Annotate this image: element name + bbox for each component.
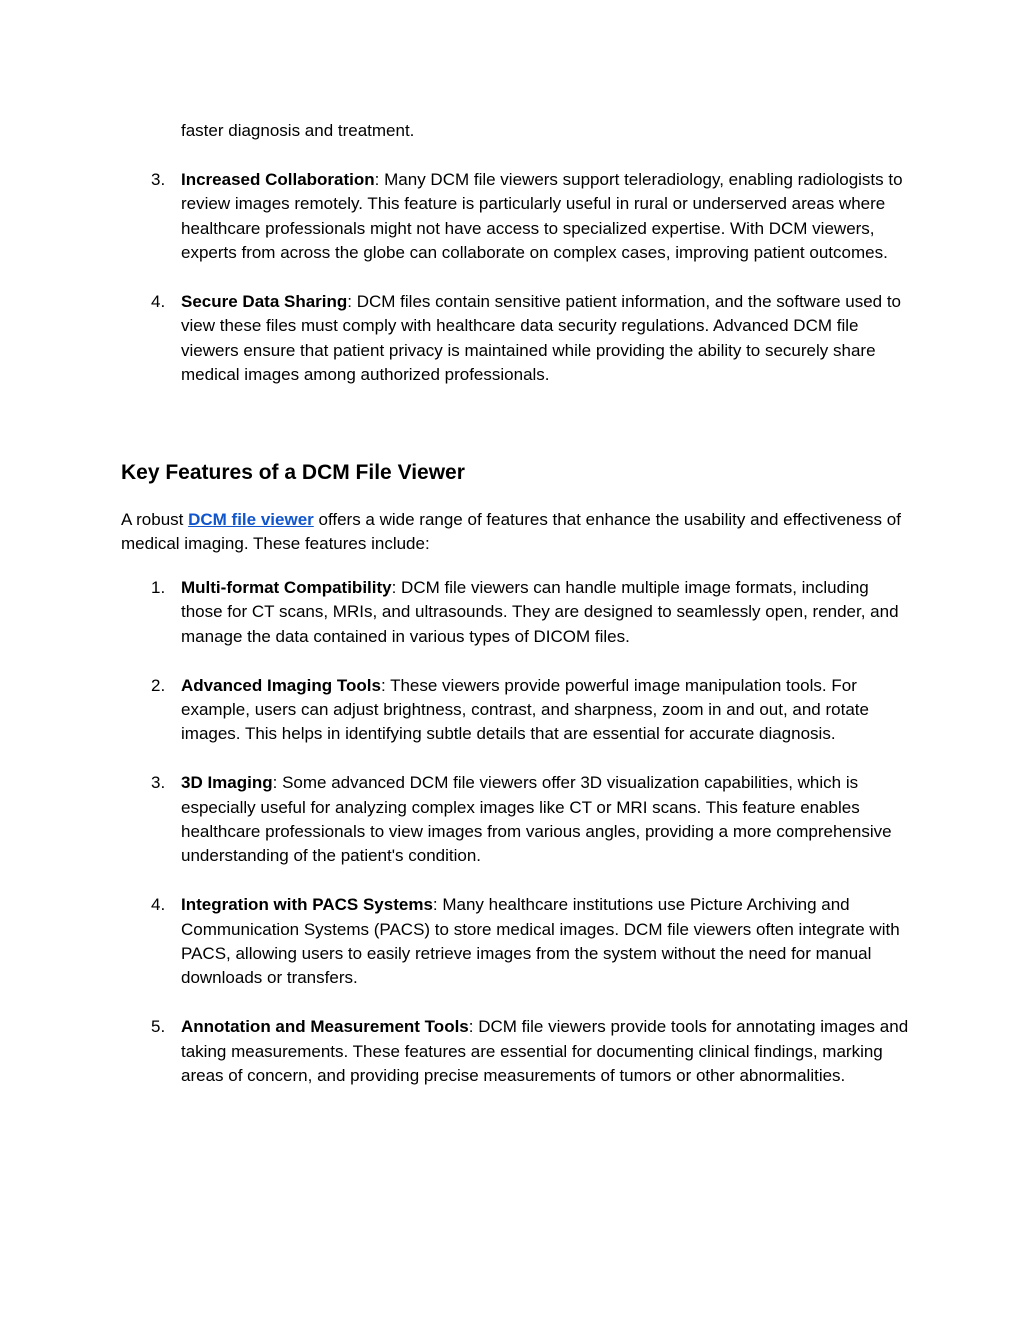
list-item bbox=[121, 771, 911, 869]
item-description: : DCM files contain sensitive patient information, and the software used to view these files must comply with healthcare data security regulations. Advanced DCM file viewers ensure that patient privacy is maintained while providing the ability to securely share medical images among authorized professionals. bbox=[181, 292, 902, 385]
list-number: 5. bbox=[151, 1017, 166, 1037]
item-description: : Many DCM file viewers support teleradiology, enabling radiologists to review images remotely. This feature is particularly useful in rural or underserved areas where healthcare professionals might not have access to specialized expertise. With DCM viewers, experts from across the globe can collaborate on complex cases, improving patient outcomes. bbox=[181, 170, 903, 263]
list-item bbox=[121, 290, 911, 388]
item-description: : Many healthcare institutions use Picture Archiving and Communication Systems (PACS) to store medical images. DCM file viewers often integrate with PACS, allowing users to easily retrieve images from the system without the need for manual downloads or transfers. bbox=[181, 895, 900, 988]
list-item bbox=[121, 168, 911, 266]
list-number: 3. bbox=[151, 773, 166, 793]
item-description: : DCM file viewers can handle multiple image formats, including those for CT scans, MRIs, and ultrasounds. They are designed to seamlessly open, render, and manage the data contained in various types of DICOM files. bbox=[181, 578, 899, 646]
dcm-file-viewer-link[interactable]: DCM file viewer bbox=[188, 510, 314, 529]
item-title: Advanced Imaging Tools bbox=[181, 675, 381, 695]
list-number: 2. bbox=[151, 675, 166, 695]
list-number: 1. bbox=[151, 578, 166, 597]
intro-text-after: offers a wide range of features that enhance the usability and effectiveness of medical imaging. These features include: bbox=[121, 510, 901, 554]
list-item bbox=[121, 1015, 911, 1088]
list-number: 4. bbox=[151, 895, 166, 915]
item-title: Secure Data Sharing bbox=[181, 292, 348, 312]
item-description: : These viewers provide powerful image manipulation tools. For example, users can adjust brightness, contrast, and sharpness, zoom in and out, and rotate images. This helps in identifying subtle details that are essential for accurate diagnosis. bbox=[181, 675, 869, 744]
list-item bbox=[121, 674, 911, 747]
item-description: : Some advanced DCM file viewers offer 3D visualization capabilities, which is especially useful for analyzing complex images like CT or MRI scans. This feature enables healthcare professionals to view images from various angles, providing a more comprehensive understanding of the patient's condition. bbox=[181, 773, 892, 866]
features-intro-paragraph bbox=[121, 508, 911, 557]
item-title: Multi-format Compatibility bbox=[181, 578, 392, 597]
list-item bbox=[121, 893, 911, 991]
continued-paragraph: faster diagnosis and treatment. bbox=[181, 121, 415, 140]
item-title: Integration with PACS Systems bbox=[181, 895, 433, 915]
benefits-list bbox=[121, 168, 911, 388]
list-number: 4. bbox=[151, 292, 166, 312]
item-title: Increased Collaboration bbox=[181, 170, 375, 189]
list-item bbox=[121, 576, 911, 649]
section-heading: Key Features of a DCM File Viewer bbox=[121, 461, 465, 484]
item-description: : DCM file viewers provide tools for annotating images and taking measurements. These features are essential for documenting clinical findings, marking areas of concern, and providing precise measurements of tumors or other abnormalities. bbox=[181, 1017, 909, 1086]
item-title: 3D Imaging bbox=[181, 773, 273, 793]
intro-text-before: A robust bbox=[121, 510, 189, 529]
list-number: 3. bbox=[151, 170, 166, 189]
item-title: Annotation and Measurement Tools bbox=[181, 1017, 469, 1037]
features-list bbox=[121, 576, 911, 1088]
